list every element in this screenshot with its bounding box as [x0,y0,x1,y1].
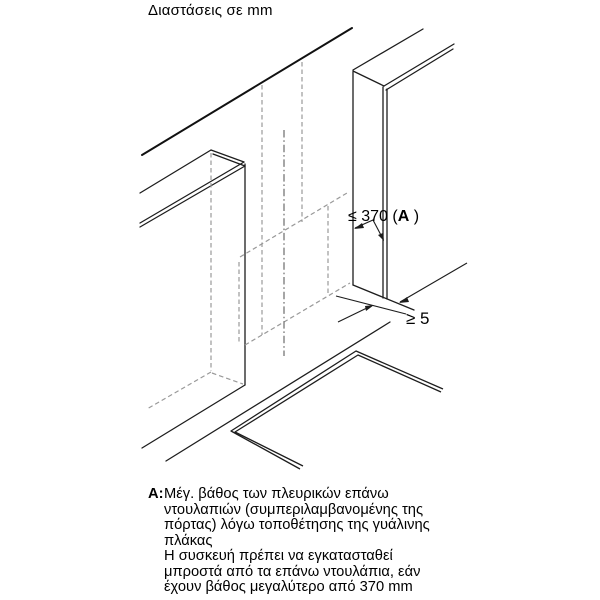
countertop-wall-edge [166,322,390,461]
wall-top-edge [142,28,352,155]
note-line: Μέγ. βάθος των πλευρικών επάνω [164,486,389,502]
hood-canopy-hidden-outline [239,193,350,345]
dimension-gap-min [336,263,467,328]
note-line: πλάκας [164,532,213,549]
min-gap-label: ≥ 5 [406,309,430,328]
note-line: ντουλαπιών (συμπεριλαμβανομένης της [164,501,424,518]
note-line: πόρτας) λόγω τοποθέτησης της γυάλινης [164,517,430,534]
glass-plate-edge [231,351,443,469]
max-depth-label: ≤ 370 (A ) [348,208,420,225]
note-label: A: [148,486,164,502]
note-line: Η συσκευή πρέπει να εγκατασταθεί [164,548,393,565]
note-line: μπροστά από τα επάνω ντουλάπια, εάν [164,563,421,580]
note-block [148,487,478,596]
arrowhead-right [378,233,384,241]
note-line: έχουν βάθος μεγαλύτερο από 370 mm [164,579,413,596]
right-cabinet [353,29,454,310]
page-title: Διαστάσεις σε mm [148,2,273,19]
hood-chimney-hidden-outline [262,62,302,335]
arrowhead-lower [365,305,374,311]
note-lines [164,487,430,596]
